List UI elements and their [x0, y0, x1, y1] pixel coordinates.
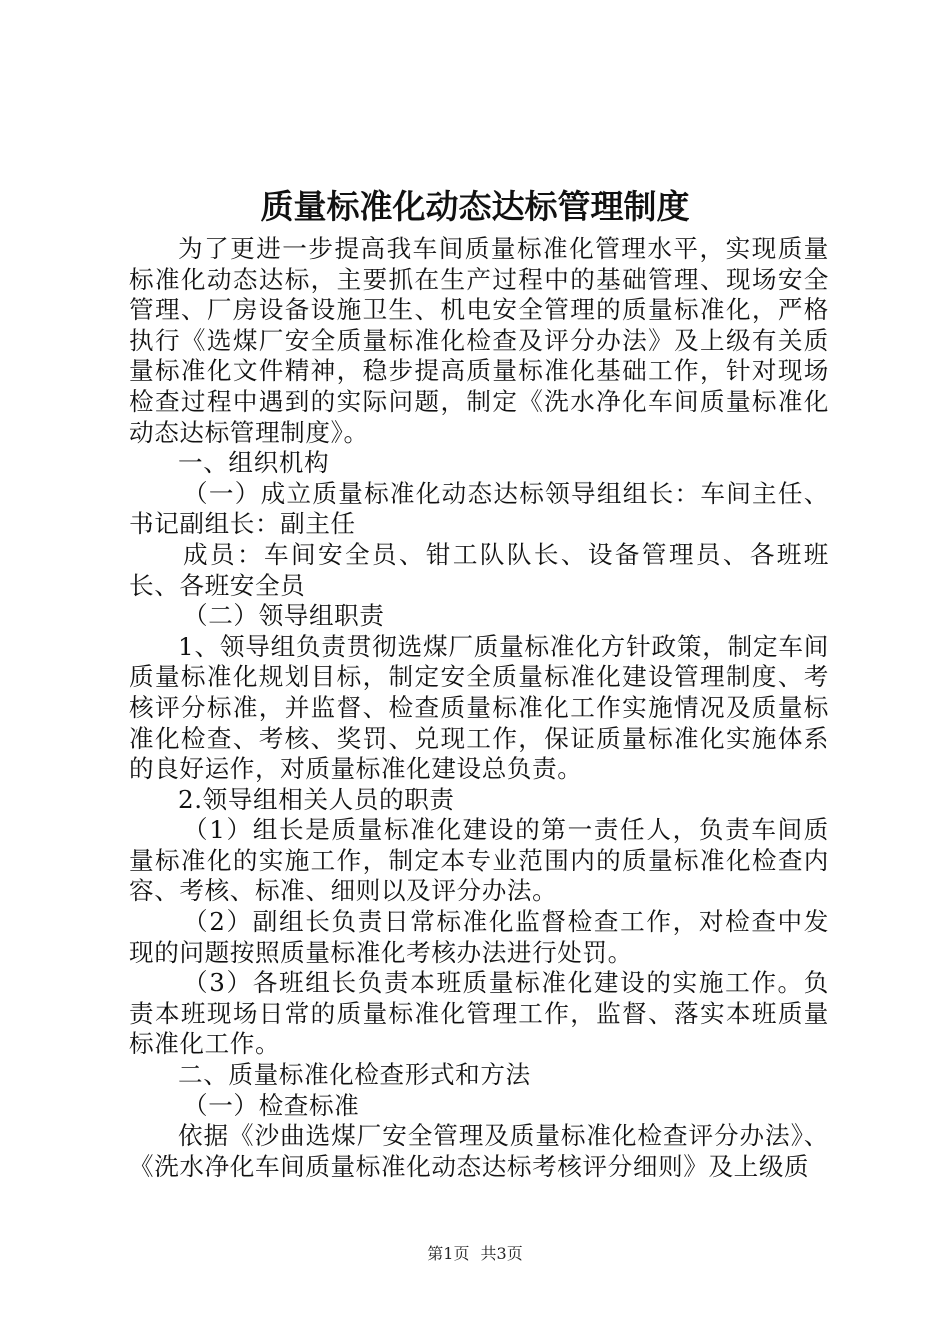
duty-item-1: 1、领导组负责贯彻选煤厂质量标准化方针政策，制定车间质量标准化规划目标，制定安全质量标准化建设管理制度、考核评分标准，并监督、检查质量标准化工作实施情况及质量标准化检查、考核、奖罚、兑现工作，保证质量标准化实施体系的良好运作，对质量标准化建设总负责。 — [129, 631, 829, 784]
members-paragraph: 成员：车间安全员、钳工队队长、设备管理员、各班班长、各班安全员 — [129, 539, 829, 600]
subsection-inspection-standard: （一）检查标准 — [183, 1090, 360, 1120]
section-heading-organization: 一、组织机构 — [178, 448, 330, 478]
page-footer — [0, 1243, 950, 1265]
section-heading-inspection: 二、质量标准化检查形式和方法 — [178, 1060, 531, 1090]
basis-paragraph: 依据《沙曲选煤厂安全管理及质量标准化检查评分办法》、《洗水净化车间质量标准化动态达标考核评分细则》及上级质 — [129, 1121, 829, 1181]
duty-subitem-3: （3）各班组长负责本班质量标准化建设的实施工作。负责本班现场日常的质量标准化管理工作，监督、落实本班质量标准化工作。 — [129, 968, 829, 1059]
intro-paragraph: 为了更进一步提高我车间质量标准化管理水平，实现质量标准化动态达标，主要抓在生产过程中的基础管理、现场安全管理、厂房设备设施卫生、机电安全管理的质量标准化，严格执行《选煤厂安全质量标准化检查及评分办法》及上级有关质量标准化文件精神，稳步提高质量标准化基础工作，针对现场检查过程中遇到的实际问题，制定《洗水净化车间质量标准化动态达标管理制度》。 — [129, 234, 829, 447]
document-body — [129, 234, 829, 1182]
duty-subitem-1: （1）组长是质量标准化建设的第一责任人，负责车间质量标准化的实施工作，制定本专业范围内的质量标准化检查内容、考核、标准、细则以及评分办法。 — [129, 815, 829, 906]
duty-subitem-2: （2）副组长负责日常标准化监督检查工作，对检查中发现的问题按照质量标准化考核办法进行处罚。 — [129, 907, 829, 967]
subsection-leadership-duties: （二）领导组职责 — [183, 601, 385, 631]
page-number-current: 第1页 — [427, 1244, 470, 1263]
document-title: 质量标准化动态达标管理制度 — [260, 187, 690, 226]
subsection-leadership-group: （一）成立质量标准化动态达标领导组组长：车间主任、书记副组长：副主任 — [129, 478, 829, 539]
page-number-total: 共3页 — [480, 1244, 523, 1263]
duty-item-2-heading: 2.领导组相关人员的职责 — [178, 784, 455, 814]
